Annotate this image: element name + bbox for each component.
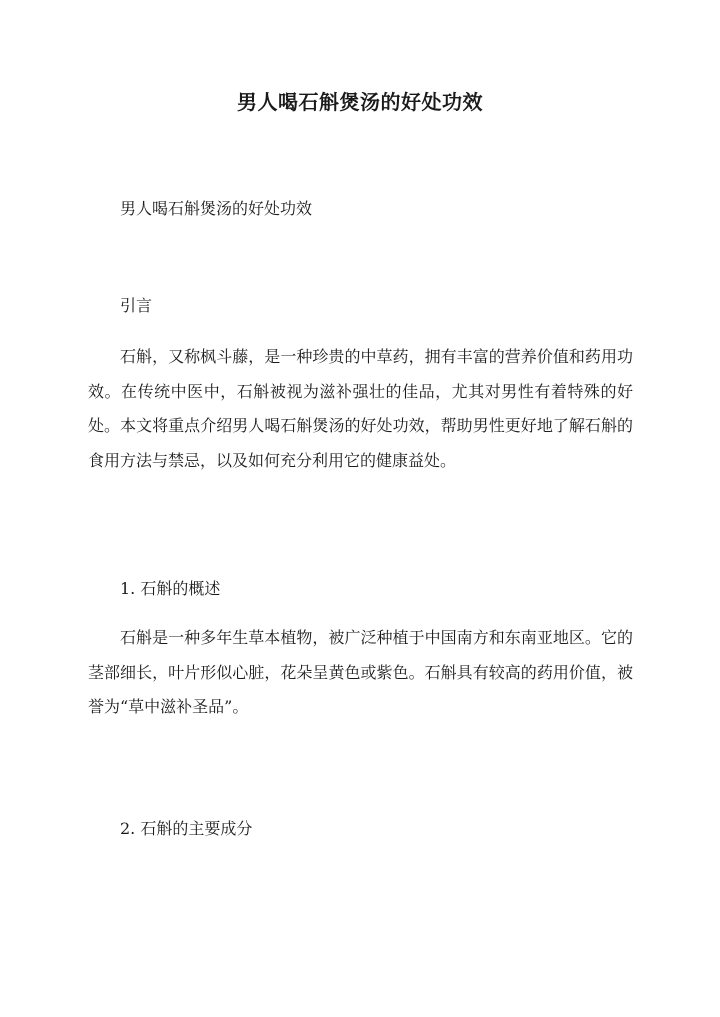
intro-heading: 引言 xyxy=(120,296,153,315)
section-2-heading: 2. 石斛的主要成分 xyxy=(120,819,253,838)
intro-paragraph: 石斛，又称枫斗藤，是一种珍贵的中草药，拥有丰富的营养价值和药用功效。在传统中医中，石斛被视为滋补强壮的佳品，尤其对男性有着特殊的好处。本文将重点介绍男人喝石斛煲汤的好处功效，帮助男性更好地了解石斛的食用方法与禁忌，以及如何充分利用它的健康益处。 xyxy=(88,347,633,471)
section-1-heading: 1. 石斛的概述 xyxy=(120,579,221,598)
document-title: 男人喝石斛煲汤的好处功效 xyxy=(237,90,483,114)
document-subtitle: 男人喝石斛煲汤的好处功效 xyxy=(120,199,313,218)
section-1-paragraph: 石斛是一种多年生草本植物，被广泛种植于中国南方和东南亚地区。它的茎部细长，叶片形似心脏，花朵呈黄色或紫色。石斛具有较高的药用价值，被誉为“草中滋补圣品”。 xyxy=(88,628,633,717)
